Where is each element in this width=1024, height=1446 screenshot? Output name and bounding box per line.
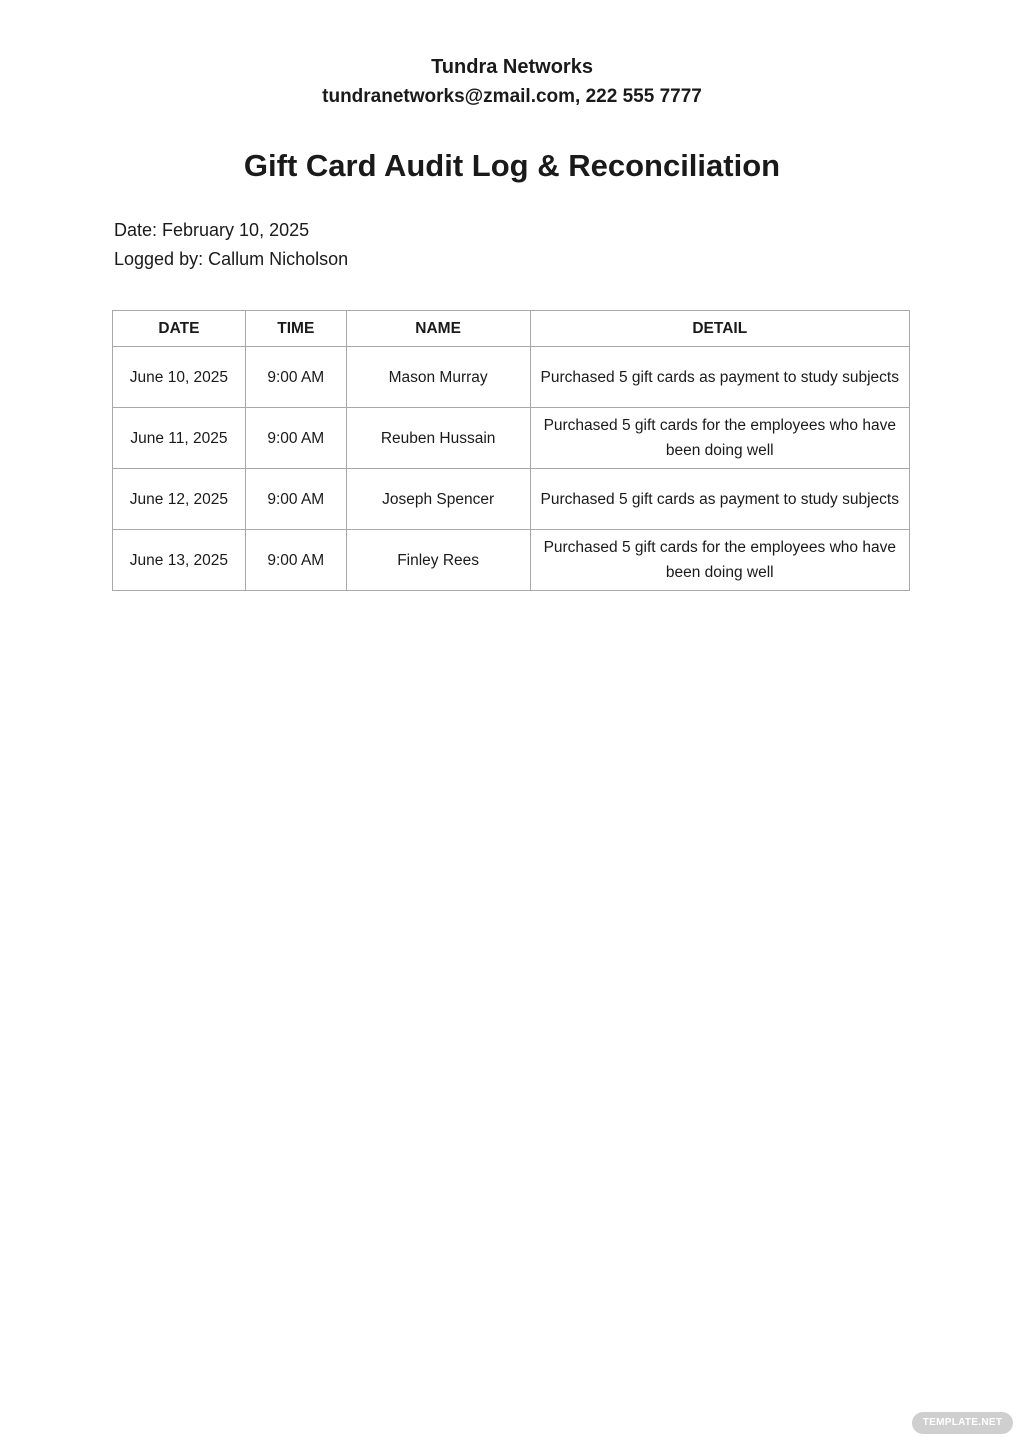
company-contact: tundranetworks@zmail.com, 222 555 7777: [322, 86, 702, 107]
cell-time: 9:00 AM: [245, 347, 346, 408]
company-name: Tundra Networks: [431, 56, 593, 78]
column-header-detail: DETAIL: [530, 311, 909, 347]
cell-name: Reuben Hussain: [346, 408, 530, 469]
audit-log-table: [112, 310, 910, 591]
template-watermark: TEMPLATE.NET: [912, 1412, 1013, 1434]
cell-time: 9:00 AM: [245, 530, 346, 591]
cell-date: June 12, 2025: [113, 469, 246, 530]
document-title: Gift Card Audit Log & Reconciliation: [243, 148, 781, 183]
logged-by: Logged by: Callum Nicholson: [114, 249, 349, 269]
cell-name: Joseph Spencer: [346, 469, 530, 530]
table-row: [113, 347, 910, 408]
column-header-time: TIME: [245, 311, 346, 347]
cell-detail: Purchased 5 gift cards for the employees who have been doing well: [530, 408, 909, 469]
column-header-name: NAME: [346, 311, 530, 347]
cell-time: 9:00 AM: [245, 408, 346, 469]
cell-name: Finley Rees: [346, 530, 530, 591]
cell-detail: Purchased 5 gift cards for the employees who have been doing well: [530, 530, 909, 591]
table-row: [113, 530, 910, 591]
table-row: [113, 408, 910, 469]
cell-detail: Purchased 5 gift cards as payment to study subjects: [530, 347, 909, 408]
table-header-row: [113, 311, 910, 347]
column-header-date: DATE: [113, 311, 246, 347]
cell-date: June 11, 2025: [113, 408, 246, 469]
table-row: [113, 469, 910, 530]
cell-date: June 10, 2025: [113, 347, 246, 408]
cell-date: June 13, 2025: [113, 530, 246, 591]
cell-detail: Purchased 5 gift cards as payment to study subjects: [530, 469, 909, 530]
log-date: Date: February 10, 2025: [114, 220, 310, 240]
cell-time: 9:00 AM: [245, 469, 346, 530]
cell-name: Mason Murray: [346, 347, 530, 408]
